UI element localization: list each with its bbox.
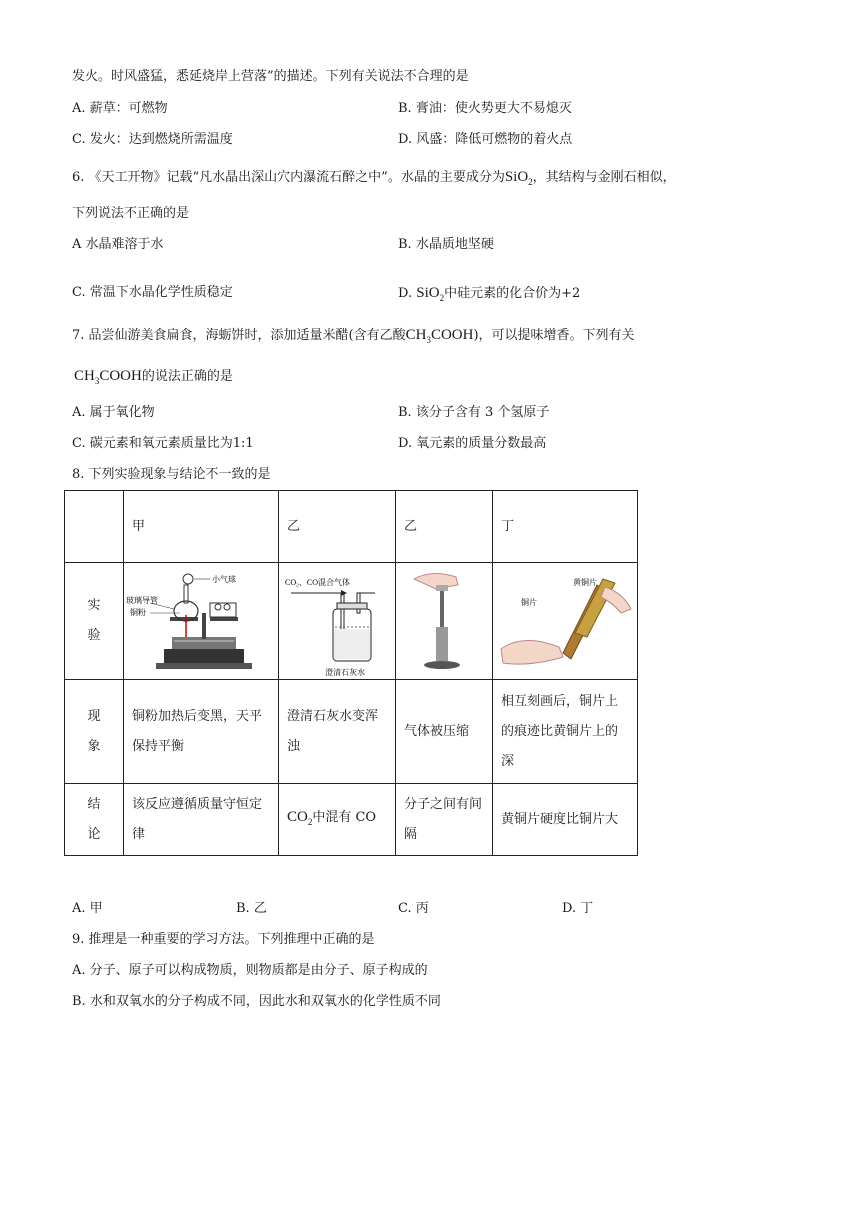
conclusion-bing: 分子之间有间隔 bbox=[396, 784, 493, 856]
q7-stem: 7. 品尝仙游美食扁食，海蛎饼时，添加适量米醋(含有乙酸$CH_3COOH$)，可以提味增香。下列有关 bbox=[72, 327, 635, 345]
row-label-phenomenon: 现 象 bbox=[65, 680, 124, 784]
q6-option-d: D. SiO$_2$中硅元素的化合价为+2 bbox=[398, 285, 581, 303]
balance-apparatus-diagram bbox=[124, 563, 278, 679]
q7-option-c: C. 碳元素和氧元素质量比为1:1 bbox=[72, 436, 254, 451]
bing-apparatus-cell bbox=[396, 563, 493, 680]
q5-option-d: D. 风盛：降低可燃物的着火点 bbox=[398, 132, 573, 147]
q8-experiment-table bbox=[64, 490, 638, 856]
label-balloon: 小气球 bbox=[212, 575, 236, 584]
label-glass-tube: 玻璃导管 bbox=[126, 596, 158, 605]
ding-apparatus-cell bbox=[493, 563, 638, 680]
jia-apparatus-cell bbox=[124, 563, 279, 680]
phenomenon-yi: 澄清石灰水变浑浊 bbox=[279, 680, 396, 784]
q8-option-a: A. 甲 bbox=[72, 901, 103, 916]
syringe-compression-diagram bbox=[396, 563, 492, 679]
header-cell-empty bbox=[65, 491, 124, 563]
q5-option-b: B. 膏油：使火势更大不易熄灭 bbox=[398, 101, 572, 116]
row-label-experiment: 实 验 bbox=[65, 563, 124, 680]
table-row-phenomenon bbox=[65, 680, 638, 784]
phenomenon-bing: 气体被压缩 bbox=[396, 680, 493, 784]
table-row-conclusion bbox=[65, 784, 638, 856]
q6-formula: SiO$_2$ bbox=[504, 169, 533, 187]
q8-stem: 8. 下列实验现象与结论不一致的是 bbox=[72, 467, 271, 482]
q7-option-d: D. 氧元素的质量分数最高 bbox=[398, 436, 547, 451]
header-cell-bing: 乙 bbox=[396, 491, 493, 563]
q5-option-c: C. 发火：达到燃烧所需温度 bbox=[72, 132, 233, 147]
yi-apparatus-cell bbox=[279, 563, 396, 680]
q6-option-c: C. 常温下水晶化学性质稳定 bbox=[72, 285, 233, 300]
phenomenon-jia: 铜粉加热后变黑，天平保持平衡 bbox=[124, 680, 279, 784]
q8-option-b: B. 乙 bbox=[236, 901, 267, 916]
row-label-conclusion: 结 论 bbox=[65, 784, 124, 856]
q7-option-a: A. 属于氧化物 bbox=[72, 405, 155, 420]
conclusion-ding: 黄铜片硬度比铜片大 bbox=[493, 784, 638, 856]
q8-option-c: C. 丙 bbox=[398, 901, 429, 916]
q5-option-a: A. 薪草：可燃物 bbox=[72, 101, 168, 116]
q9-stem: 9. 推理是一种重要的学习方法。下列推理中正确的是 bbox=[72, 932, 375, 947]
label-brass: 黄铜片 bbox=[573, 578, 597, 587]
q6-stem-line2: 下列说法不正确的是 bbox=[72, 206, 190, 221]
conclusion-yi: $CO_2$中混有 CO bbox=[279, 784, 396, 856]
q6-stem-part2: ，其结构与金刚石相似， bbox=[532, 170, 676, 185]
phenomenon-ding: 相互刻画后，铜片上的痕迹比黄铜片上的深 bbox=[493, 680, 638, 784]
q6-stem bbox=[72, 168, 676, 191]
scratch-test-diagram bbox=[493, 563, 637, 679]
q8-option-d: D. 丁 bbox=[562, 901, 594, 916]
q6-option-b: B. 水晶质地坚硬 bbox=[398, 237, 494, 252]
gas-washing-bottle-diagram bbox=[279, 563, 395, 679]
q7-option-b: B. 该分子含有 3 个氢原子 bbox=[398, 405, 550, 420]
table-row-experiment bbox=[65, 563, 638, 680]
label-limewater: 澄清石灰水 bbox=[325, 668, 365, 677]
q7-formula: $CH_3COOH$ bbox=[405, 327, 474, 345]
label-copper-powder: 铜粉 bbox=[130, 608, 146, 617]
q9-option-a: A. 分子、原子可以构成物质，则物质都是由分子、原子构成的 bbox=[72, 963, 428, 978]
conclusion-jia: 该反应遵循质量守恒定律 bbox=[124, 784, 279, 856]
q5-stem-tail: 发火。时风盛猛，悉延烧岸上营落”的描述。下列有关说法不合理的是 bbox=[72, 69, 469, 84]
q9-option-b: B. 水和双氧水的分子构成不同，因此水和双氧水的化学性质不同 bbox=[72, 994, 441, 1009]
label-copper-sheet: 铜片 bbox=[521, 598, 537, 607]
header-cell-ding: 丁 bbox=[493, 491, 638, 563]
header-cell-jia: 甲 bbox=[124, 491, 279, 563]
q6-option-a: A 水晶难溶于水 bbox=[72, 237, 164, 252]
label-mixed-gas: CO₂、CO混合气体 bbox=[285, 578, 351, 587]
header-cell-yi: 乙 bbox=[279, 491, 396, 563]
table-header-row bbox=[65, 491, 638, 563]
q7-stem-line2: $CH_3COOH$的说法正确的是 bbox=[74, 368, 233, 386]
q6-stem-part1: 6. 《天工开物》记载“凡水晶出深山穴内瀑流石醉之中”。水晶的主要成分为 bbox=[72, 170, 505, 185]
